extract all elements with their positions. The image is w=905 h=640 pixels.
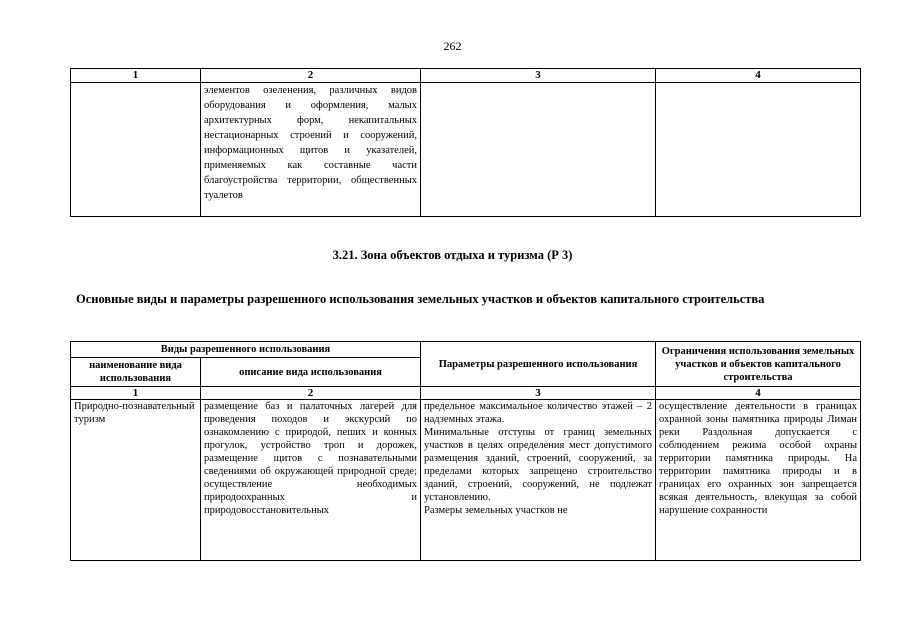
column-number: 1 bbox=[71, 69, 201, 83]
table-cell bbox=[421, 83, 656, 217]
table-cell bbox=[71, 83, 201, 217]
use-name-text: Природно-познавательный туризм bbox=[74, 401, 195, 425]
limits-text: осуществление деятельности в границах охранной зоны памятника природы Лиман реки Раздольная допускается с соблюдением режима особой охраны территории памятника природы. На территории памятника природы и в границах его охранных зон запрещается всякая деятельность, влекущая за собой нарушение сохранности bbox=[659, 401, 858, 516]
column-number: 4 bbox=[656, 387, 861, 400]
header-params: Параметры разрешенного использования bbox=[421, 342, 656, 387]
cell-limits bbox=[656, 400, 861, 561]
cell-params bbox=[421, 400, 656, 561]
params-text bbox=[424, 400, 652, 560]
column-number: 1 bbox=[71, 387, 201, 400]
column-number: 3 bbox=[421, 69, 656, 83]
header-row bbox=[71, 342, 861, 358]
table-row bbox=[71, 400, 861, 561]
continuation-table bbox=[70, 68, 861, 217]
table-row bbox=[71, 83, 861, 217]
column-number: 4 bbox=[656, 69, 861, 83]
params-plot-size: Размеры земельных участков не bbox=[424, 505, 568, 516]
column-number-row bbox=[71, 387, 861, 400]
column-number: 3 bbox=[421, 387, 656, 400]
header-limits: Ограничения использования земельных участков и объектов капитального строительства bbox=[656, 342, 861, 387]
subheading: Основные виды и параметры разрешенного использования земельных участков и объектов капитального строительства bbox=[76, 292, 765, 306]
header-group: Виды разрешенного использования bbox=[71, 342, 421, 358]
cell-use-name bbox=[71, 400, 201, 561]
column-number-row bbox=[71, 69, 861, 83]
table-cell bbox=[656, 83, 861, 217]
params-floors: предельное максимальное количество этажей – 2 надземных этажа. bbox=[424, 401, 653, 425]
page-number: 262 bbox=[443, 39, 462, 53]
table-cell-description: элементов озеленения, различных видов оборудования и оформления, малых архитектурных форм, некапитальных нестационарных строений и сооружений, информационных щитов и указателей, применяемых как составные части благоустройства территории, общественных туалетов bbox=[201, 83, 421, 217]
header-name: наименование вида использования bbox=[71, 358, 201, 387]
column-number: 2 bbox=[201, 69, 421, 83]
column-number: 2 bbox=[201, 387, 421, 400]
section-title: 3.21. Зона объектов отдыха и туризма (Р 3) bbox=[332, 248, 573, 262]
use-description-text: размещение баз и палаточных лагерей для проведения походов и экскурсий по ознакомлению с природой, пеших и конных прогулок, устройство троп и дорожек, размещение щитов с познавательными сведениями об окружающей природной среде; осуществление необходимых природоохранных и природовосстановительных bbox=[204, 401, 418, 516]
header-description: описание вида использования bbox=[201, 358, 421, 387]
permitted-use-table bbox=[70, 341, 861, 561]
cell-use-description bbox=[201, 400, 421, 561]
params-setbacks: Минимальные отступы от границ земельных участков в целях определения мест допустимого размещения зданий, строений, сооружений, за пределами которых запрещено строительство зданий, строений, сооружений, не подлежат установлению. bbox=[424, 427, 653, 503]
